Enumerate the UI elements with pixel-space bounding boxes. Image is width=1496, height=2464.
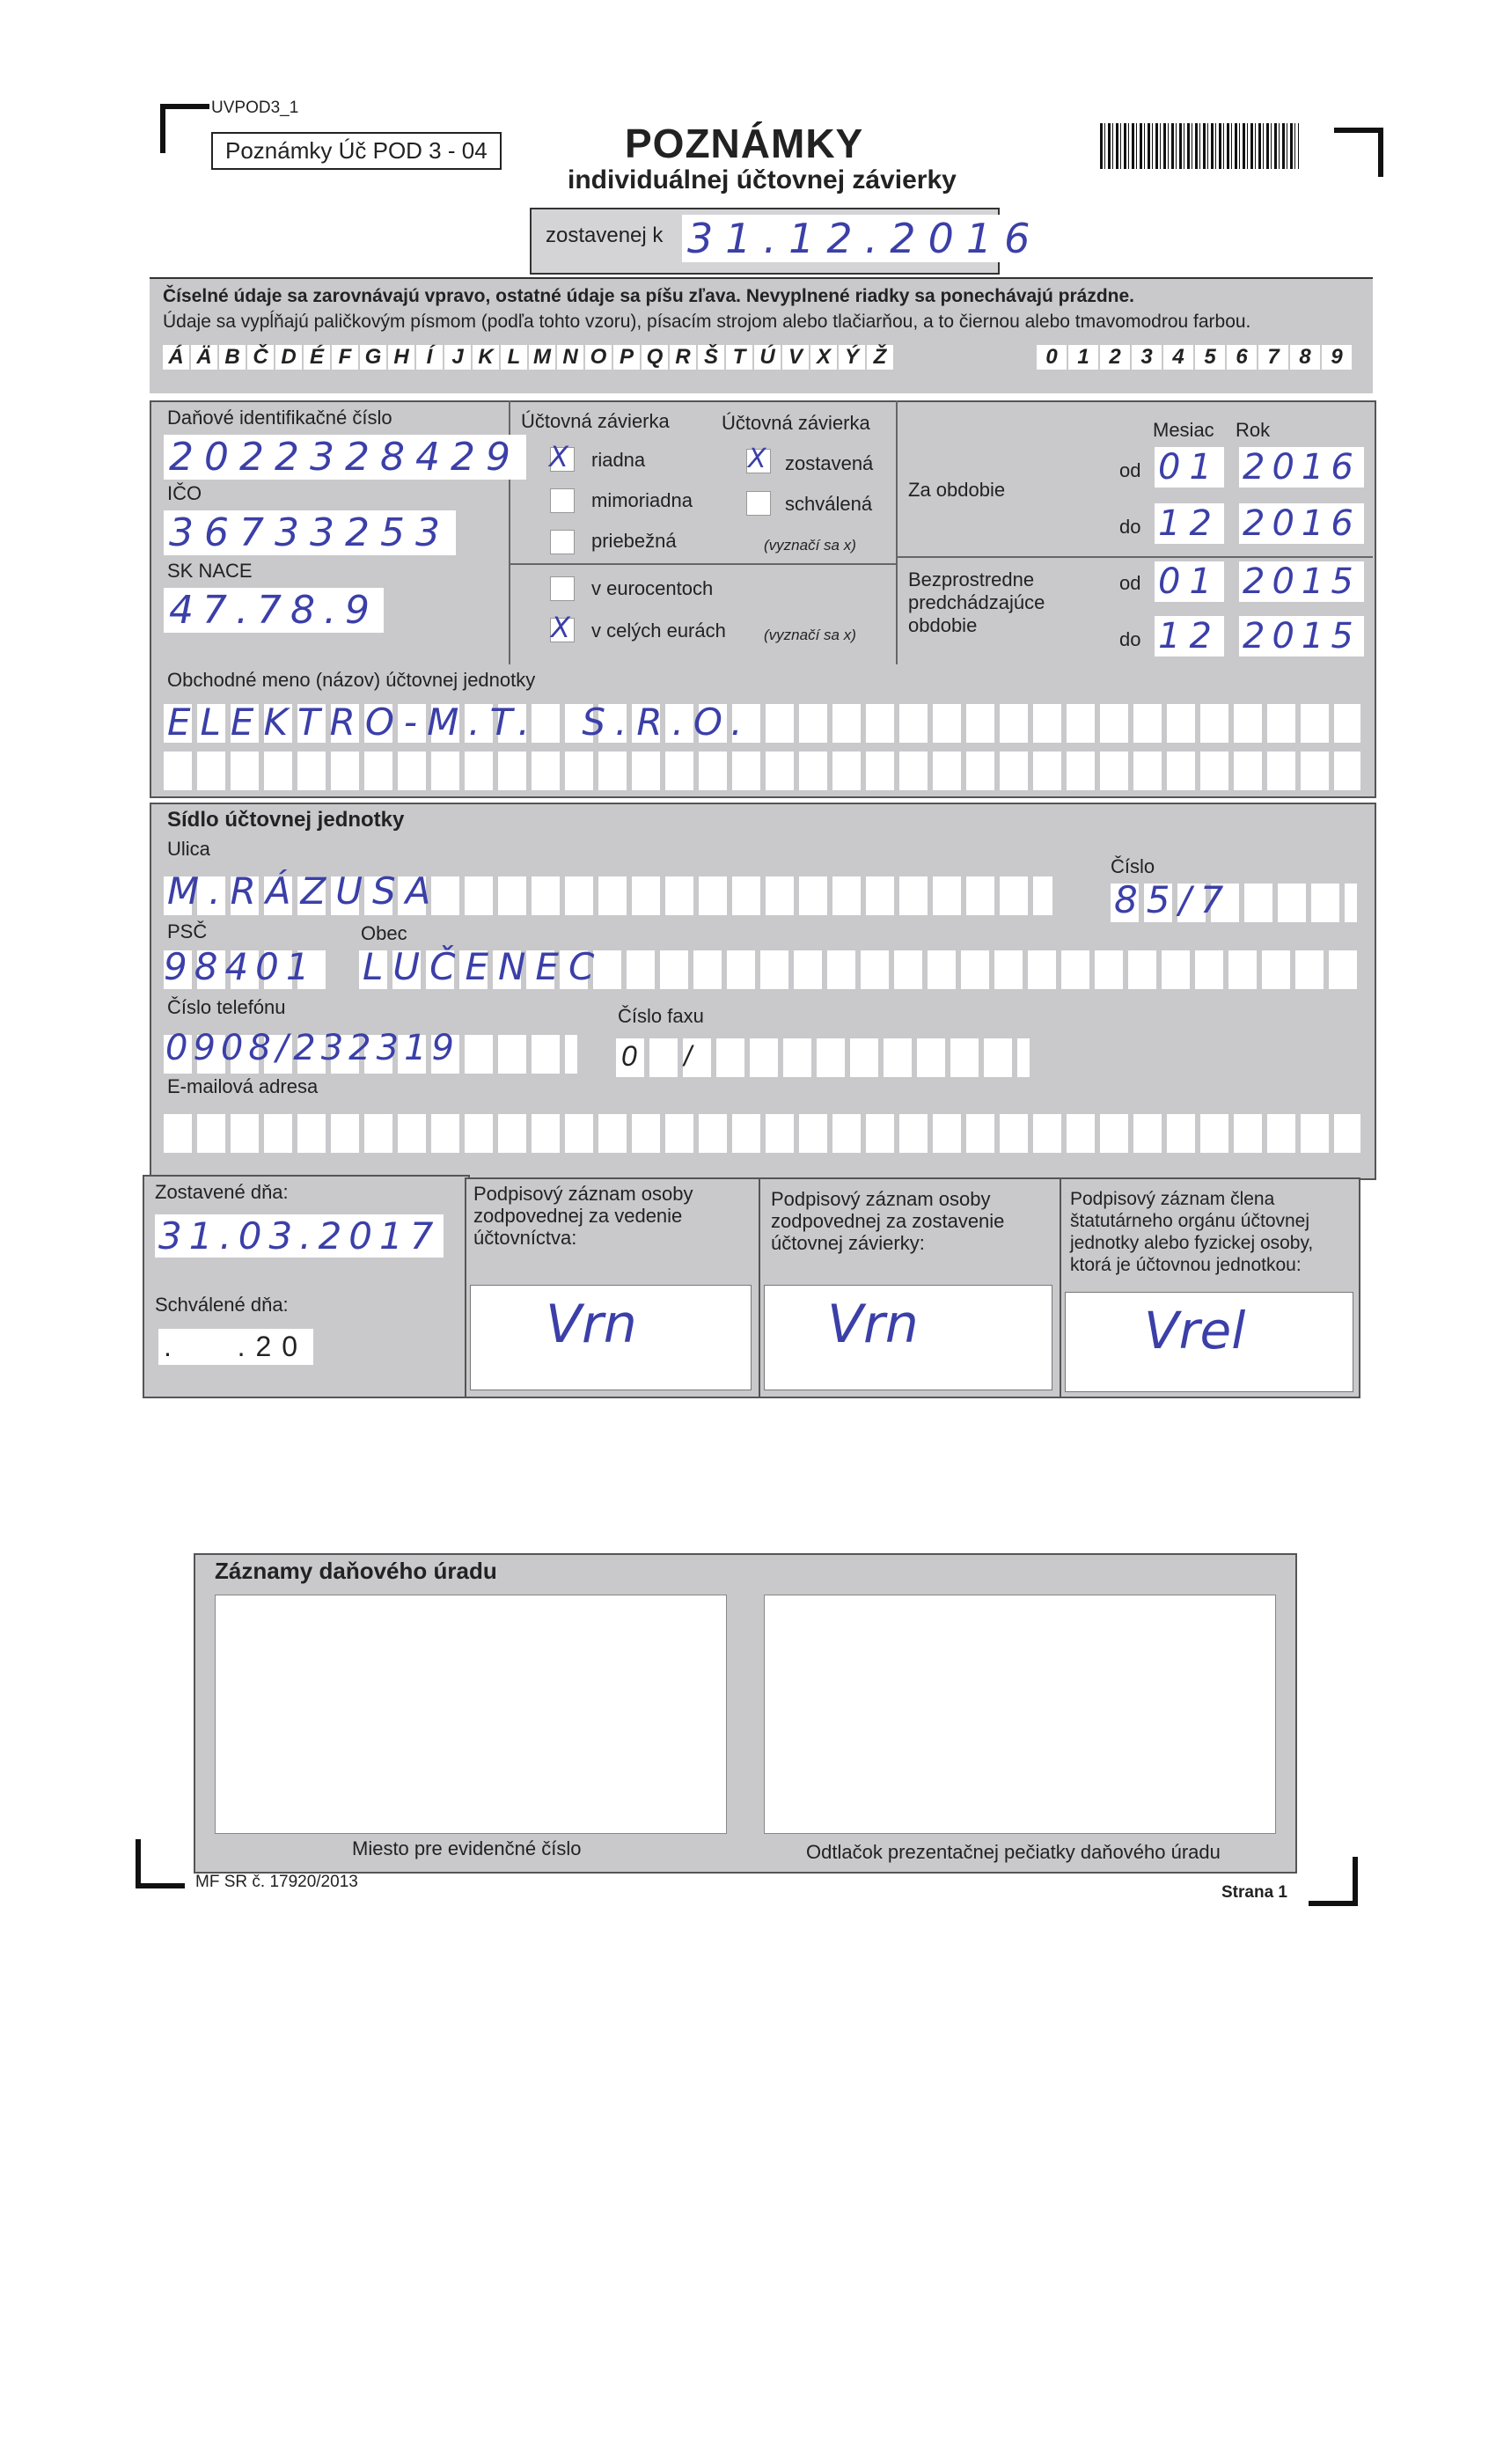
checkbox-priebezna[interactable] <box>550 530 575 554</box>
sample-letter: R <box>670 345 696 370</box>
previous-from-label: od <box>1119 572 1141 594</box>
page-number: Strana 1 <box>1221 1883 1287 1902</box>
sample-letter: B <box>219 345 246 370</box>
sample-letter: L <box>501 345 527 370</box>
signature-2-ink: Vrn <box>827 1294 919 1355</box>
sample-letter: P <box>613 345 640 370</box>
compiled-to-label: zostavenej k <box>546 224 664 247</box>
current-to-month[interactable]: 12 <box>1155 503 1224 544</box>
current-from-label: od <box>1119 459 1141 481</box>
business-name-value[interactable]: ELEKTRO-M.T. S.R.O. <box>167 700 752 744</box>
divider-mid <box>896 400 898 664</box>
fax-value[interactable]: 0 / <box>621 1040 693 1072</box>
mimoriadna-label: mimoriadna <box>591 489 693 511</box>
zostavena-x-mark: X <box>748 444 766 474</box>
approved-date-label: Schválené dňa: <box>155 1294 289 1316</box>
address-section-title: Sídlo účtovnej jednotky <box>167 808 405 832</box>
mark-note-1: (vyznačí sa x) <box>764 537 856 554</box>
phone-value[interactable]: 0908/232319 <box>165 1028 459 1068</box>
compiled-to-value: 31.12.2016 <box>682 215 1047 262</box>
whole-eur-label: v celých eurách <box>591 620 726 642</box>
sample-letter: J <box>444 345 471 370</box>
sample-digit: 0 <box>1037 345 1067 370</box>
email-boxes[interactable] <box>164 1114 1360 1153</box>
previous-to-year[interactable]: 2015 <box>1239 616 1364 656</box>
sample-letter: K <box>473 345 499 370</box>
closing-col1-label: Účtovná závierka <box>521 410 670 432</box>
dic-label: Daňové identifikačné číslo <box>167 407 392 429</box>
checkbox-eurocent[interactable] <box>550 576 575 601</box>
checkbox-schvalena[interactable] <box>746 491 771 516</box>
current-to-label: do <box>1119 516 1141 538</box>
sample-letter: F <box>332 345 358 370</box>
evidence-number-caption: Miesto pre evidenčné číslo <box>352 1837 582 1859</box>
corner-mark-top-right <box>1334 128 1383 177</box>
previous-from-year[interactable]: 2015 <box>1239 561 1364 602</box>
sample-letter: Á <box>163 345 189 370</box>
page-subtitle: individuálnej účtovnej závierky <box>568 165 957 194</box>
street-value[interactable]: M.RÁZUSA <box>167 869 441 913</box>
current-from-month[interactable]: 01 <box>1155 447 1224 488</box>
previous-from-month[interactable]: 01 <box>1155 561 1224 602</box>
obec-label: Obec <box>361 922 407 944</box>
form-code: UVPOD3_1 <box>211 99 299 117</box>
previous-period-label: Bezprostredne predchádzajúce obdobie <box>908 568 1045 636</box>
sample-letter: G <box>360 345 386 370</box>
current-to-year[interactable]: 2016 <box>1239 503 1364 544</box>
schvalena-label: schválená <box>785 493 873 515</box>
sample-letter: É <box>304 345 330 370</box>
sample-digit: 7 <box>1258 345 1288 370</box>
email-label: E-mailová adresa <box>167 1075 319 1097</box>
tax-office-title: Záznamy daňového úradu <box>215 1558 497 1584</box>
closing-divider <box>510 563 896 565</box>
sample-digit: 6 <box>1227 345 1257 370</box>
sample-letter: N <box>557 345 583 370</box>
approved-date-value[interactable]: . .20 <box>158 1329 313 1365</box>
dic-value[interactable]: 2022328429 <box>164 435 526 480</box>
sample-letter: M <box>529 345 555 370</box>
mark-note-2: (vyznačí sa x) <box>764 627 856 643</box>
sample-digit: 3 <box>1132 345 1162 370</box>
nace-value[interactable]: 47.78.9 <box>164 588 384 633</box>
barcode <box>1100 123 1299 169</box>
month-header: Mesiac <box>1153 419 1214 441</box>
sample-digit: 2 <box>1100 345 1130 370</box>
signature-3-label: Podpisový záznam člena štatutárneho orgánu účtovnej jednotky alebo fyzickej osoby, ktorá je účtovnou jednotkou: <box>1070 1189 1314 1275</box>
sample-letter: X <box>810 345 837 370</box>
sample-letter: T <box>726 345 752 370</box>
psc-label: PSČ <box>167 920 208 942</box>
zostavena-label: zostavená <box>785 452 874 474</box>
signature-2-label: Podpisový záznam osoby zodpovednej za zostavenie účtovnej závierky: <box>771 1188 1005 1254</box>
compiled-date-label: Zostavené dňa: <box>155 1181 289 1203</box>
phone-label: Číslo telefónu <box>167 996 286 1018</box>
sample-letter: Ž <box>867 345 893 370</box>
page-title: POZNÁMKY <box>625 121 864 166</box>
form-label: Poznámky Úč POD 3 - 04 <box>211 132 502 170</box>
sample-letter: O <box>585 345 612 370</box>
nace-label: SK NACE <box>167 560 253 582</box>
street-label: Ulica <box>167 838 210 860</box>
sample-digit: 9 <box>1322 345 1352 370</box>
fax-label: Číslo faxu <box>618 1005 704 1027</box>
sample-digit: 8 <box>1290 345 1320 370</box>
signature-3-ink: Vrel <box>1144 1301 1246 1360</box>
sample-letter: Š <box>698 345 724 370</box>
priebezna-label: priebežná <box>591 530 677 552</box>
sample-digits <box>1037 345 1352 370</box>
period-divider <box>898 556 1373 558</box>
sample-letters <box>163 345 893 370</box>
obec-value[interactable]: LUČENEC <box>363 945 605 988</box>
sample-letter: Ä <box>191 345 217 370</box>
checkbox-mimoriadna[interactable] <box>550 488 575 513</box>
sample-letter: Ú <box>754 345 781 370</box>
sample-digit: 1 <box>1068 345 1098 370</box>
compiled-date-value[interactable]: 31.03.2017 <box>155 1214 444 1258</box>
corner-mark-top-left <box>160 104 209 153</box>
current-period-label: Za obdobie <box>908 479 1006 501</box>
stamp-box[interactable] <box>764 1595 1276 1834</box>
psc-value[interactable]: 98401 <box>164 945 317 988</box>
sample-letter: Q <box>642 345 668 370</box>
previous-to-month[interactable]: 12 <box>1155 616 1224 656</box>
signature-1-label: Podpisový záznam osoby zodpovednej za vedenie účtovníctva: <box>473 1183 693 1249</box>
ico-value[interactable]: 36733253 <box>164 510 456 555</box>
evidence-number-box[interactable] <box>215 1595 727 1834</box>
sample-digit: 5 <box>1195 345 1225 370</box>
sample-letter: H <box>388 345 414 370</box>
instructions-line1: Číselné údaje sa zarovnávajú vpravo, ostatné údaje sa píšu zľava. Nevyplnené riadky sa ponechávajú prázdne. <box>163 286 1135 306</box>
sample-letter: Í <box>416 345 443 370</box>
riadna-label: riadna <box>591 449 646 471</box>
signature-1-ink: Vrn <box>546 1294 637 1355</box>
year-header: Rok <box>1236 419 1271 441</box>
business-name-row2-boxes[interactable] <box>164 752 1360 790</box>
sample-letter: V <box>782 345 809 370</box>
number-value[interactable]: 85/7 <box>1114 878 1233 921</box>
closing-col2-label: Účtovná závierka <box>722 412 870 434</box>
corner-mark-bottom-left <box>136 1839 185 1888</box>
ministry-reference: MF SR č. 17920/2013 <box>195 1873 358 1891</box>
sample-letter: Ý <box>839 345 865 370</box>
previous-to-label: do <box>1119 628 1141 650</box>
riadna-x-mark: X <box>549 440 568 473</box>
sample-letter: D <box>275 345 302 370</box>
eurocent-label: v eurocentoch <box>591 577 714 599</box>
current-from-year[interactable]: 2016 <box>1239 447 1364 488</box>
sample-letter: Č <box>247 345 274 370</box>
sample-digit: 4 <box>1163 345 1193 370</box>
stamp-caption: Odtlačok prezentačnej pečiatky daňového úradu <box>806 1841 1221 1863</box>
ico-label: IČO <box>167 482 202 504</box>
number-label: Číslo <box>1111 855 1155 877</box>
instructions-line2: Údaje sa vypĺňajú paličkovým písmom (podľa tohto vzoru), písacím strojom alebo tlačiarňou, a to čiernou alebo tmavomodrou farbou. <box>163 312 1251 332</box>
whole-eur-x-mark: X <box>551 611 570 644</box>
corner-mark-bottom-right <box>1309 1857 1358 1906</box>
business-name-label: Obchodné meno (názov) účtovnej jednotky <box>167 669 536 691</box>
